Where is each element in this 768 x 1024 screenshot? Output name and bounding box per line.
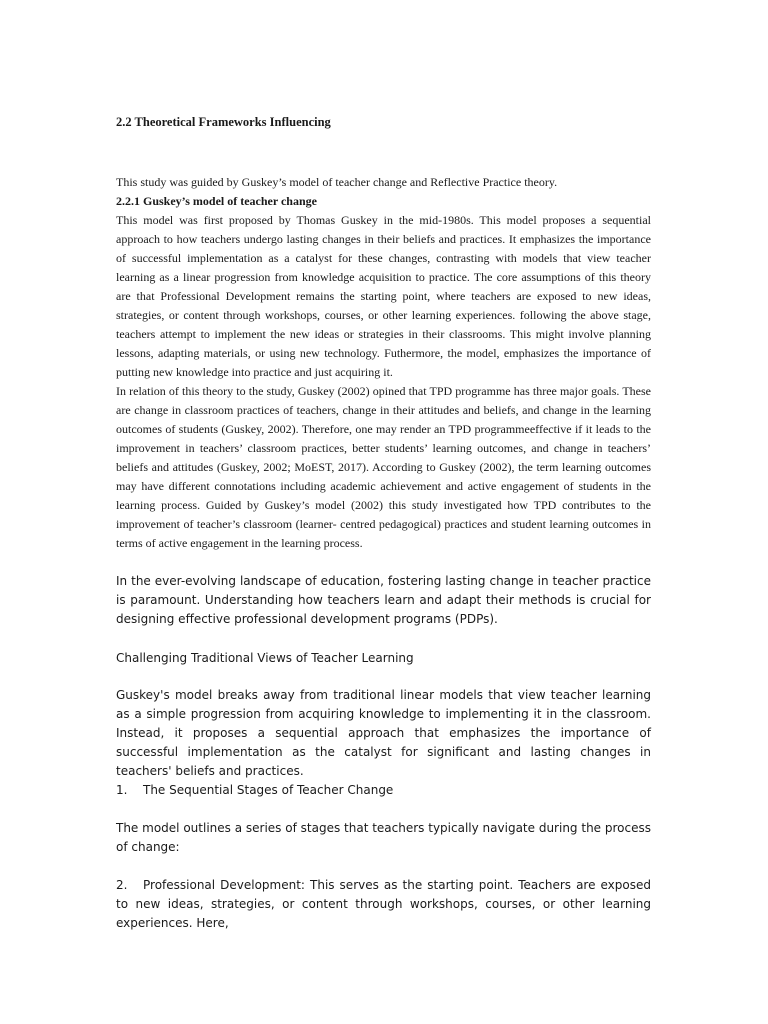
section-heading: 2.2 Theoretical Frameworks Influencing	[116, 115, 331, 129]
heading-challenging-views: Challenging Traditional Views of Teacher Learning	[116, 651, 414, 665]
paragraph-model-description: This model was first proposed by Thomas Guskey in the mid-1980s. This model proposes a sequential approach to how teachers undergo lasting changes in their beliefs and practices. It emphasizes the importance of successful implementation as a catalyst for these changes, contrasting with models that view teacher learning as a linear progression from knowledge acquisition to practice. The core assumptions of this theory are that Professional Development remains the starting point, where teachers are exposed to new ideas, strategies, or content through workshops, courses, or other learning experiences. following the above stage, teachers attempt to implement the new ideas or strategies in their classrooms. This might involve planning lessons, adapting materials, or using new technology. Futhermore, the model, emphasizes the importance of putting new knowledge into practice and just acquiring it.	[116, 213, 651, 379]
paragraph-relation-to-study: In relation of this theory to the study, Guskey (2002) opined that TPD programme has three major goals. These are change in classroom practices of teachers, change in their attitudes and beliefs, and change in the learning outcomes of students (Guskey, 2002). Therefore, one may render an TPD programmeeffective if it leads to the improvement in teachers’ classroom practices, better students’ learning outcomes, and change in teachers’ beliefs and attitudes (Guskey, 2002; MoEST, 2017). According to Guskey (2002), the term learning outcomes may have different connotations including academic achievement and active engagement of students in the learning process. Guided by Guskey’s model (2002) this study investigated how TPD contributes to the improvement of teacher’s classroom (learner- centred pedagogical) practices and student learning outcomes in terms of active engagement in the learning process.	[116, 384, 651, 550]
subsection-heading: 2.2.1 Guskey’s model of teacher change	[116, 194, 317, 208]
list-item-number: 2.	[116, 878, 128, 892]
list-item-sequential-stages	[116, 781, 651, 800]
intro-sentence: This study was guided by Guskey’s model of teacher change and Reflective Practice theory.	[116, 175, 558, 189]
list-item-text: Professional Development: This serves as the starting point. Teachers are exposed to new ideas, strategies, or content through workshops, courses, or other learning experiences. Here,	[116, 878, 651, 930]
list-item-number: 1.	[116, 783, 128, 797]
paragraph-evolving-landscape: In the ever-evolving landscape of education, fostering lasting change in teacher practice is paramount. Understanding how teachers learn and adapt their methods is crucial for designing effective professional development programs (PDPs).	[116, 574, 651, 626]
list-item-text: The Sequential Stages of Teacher Change	[143, 783, 394, 797]
paragraph-breaks-away: Guskey's model breaks away from traditional linear models that view teacher learning as a simple progression from acquiring knowledge to implementing it in the classroom. Instead, it proposes a sequential approach that emphasizes the importance of successful implementation as the catalyst for significant and lasting changes in teachers' beliefs and practices.	[116, 688, 651, 778]
paragraph-model-outlines: The model outlines a series of stages that teachers typically navigate during the process of change:	[116, 821, 651, 854]
list-item-professional-development	[116, 876, 651, 933]
